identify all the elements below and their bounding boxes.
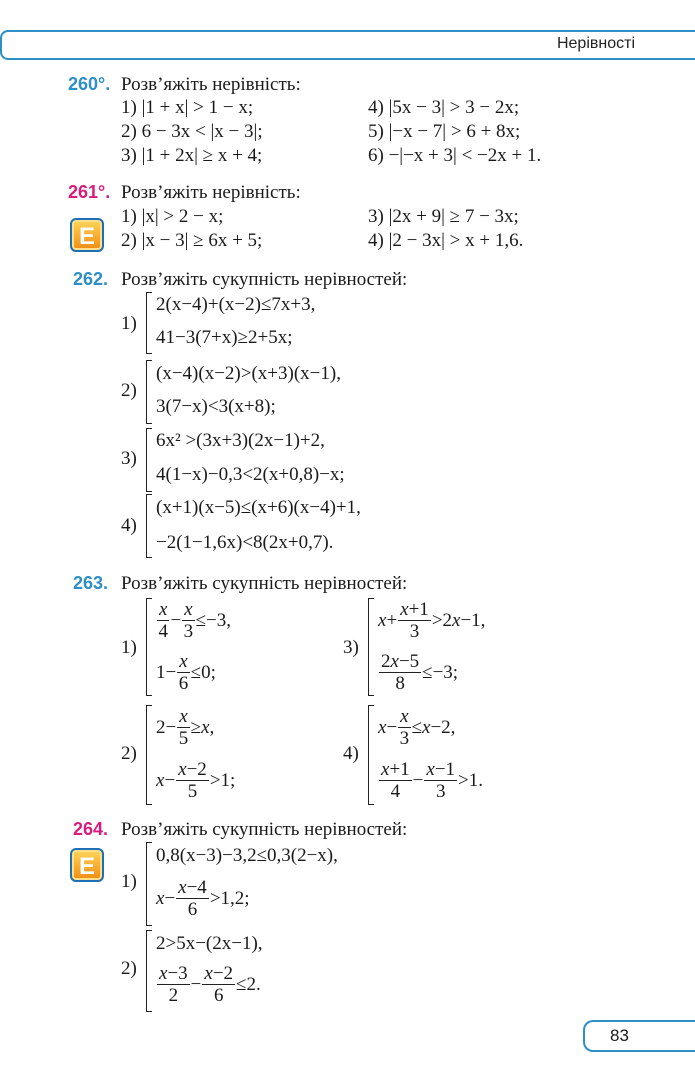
task-260-item: 4) |5x − 3| > 3 − 2x; [368,97,520,118]
system-label: 2) [121,958,137,979]
system-label: 1) [121,871,137,892]
system-line: $\frac{x+1}{4}$ − $\frac{x-1}{3}$ >1. [381,759,483,802]
system-line: x− $\frac{x-4}{6}$ >1,2; [156,877,250,920]
system-label: 3) [121,448,137,469]
e-badge-icon: E [70,848,104,882]
system-line: (x+1)(x−5)≤(x+6)(x−4)+1, [156,497,361,518]
system-line: 6x² >(3x+3)(2x−1)+2, [156,430,325,451]
bracket [146,842,152,926]
system-line: $\frac{x}{4}$ − $\frac{x}{3}$ ≤−3, [158,599,231,642]
system-line: 2(x−4)+(x−2)≤7x+3, [156,294,316,315]
task-261-item: 3) |2x + 9| ≥ 7 − 3x; [368,206,519,227]
task-number-262: 262. [73,269,109,289]
bracket [146,292,152,354]
system-line: 1− $\frac{x}{6}$ ≤0; [156,651,216,694]
system-line: 0,8(x−3)−3,2≤0,3(2−x), [156,845,338,866]
bracket [146,494,152,558]
page-title: Нерівності [556,35,635,52]
system-line: −2(1−1,6x)<8(2x+0,7). [156,532,334,553]
bracket [146,598,152,696]
system-line: x− $\frac{x}{3}$ ≤x−2, [378,706,456,749]
task-text-261: Розв’яжіть нерівність: [121,182,301,203]
task-text-260: Розв’яжіть нерівність: [121,74,301,95]
task-261-item: 1) |x| > 2 − x; [121,206,224,227]
system-line: x− $\frac{x-2}{5}$ >1; [156,759,236,802]
task-260-item: 2) 6 − 3x < |x − 3|; [121,121,263,142]
system-line: 4(1−x)−0,3<2(x+0,8)−x; [156,464,345,485]
system-label: 4) [121,515,137,536]
system-label: 3) [343,637,359,658]
bracket [146,428,152,492]
task-text-264: Розв’яжіть сукупність нерівностей: [121,819,408,840]
bracket [146,930,152,1012]
task-number-264: 264. [73,819,109,839]
task-261-item: 4) |2 − 3x| > x + 1,6. [368,230,524,251]
task-261-item: 2) |x − 3| ≥ 6x + 5; [121,230,263,251]
bracket [146,360,152,424]
system-label: 1) [121,637,137,658]
system-line: 2>5x−(2x−1), [156,933,263,954]
system-line: 2− $\frac{x}{5}$ ≥x, [156,706,215,749]
task-number-263: 263. [73,573,109,593]
task-number-261: 261°. [68,182,111,202]
bracket [146,705,152,805]
system-line: x+ $\frac{x+1}{3}$ >2x−1, [378,599,486,642]
system-label: 2) [121,380,137,401]
task-260-item: 6) −|−x + 3| < −2x + 1. [368,145,542,166]
system-label: 4) [343,743,359,764]
page-number-box [583,1020,695,1052]
task-260-item: 5) |−x − 7| > 6 + 8x; [368,121,521,142]
task-260-item: 1) |1 + x| > 1 − x; [121,97,254,118]
bracket [368,705,374,805]
task-text-263: Розв’яжіть сукупність нерівностей: [121,573,408,594]
system-line: $\frac{2x-5}{8}$ ≤−3; [381,651,459,694]
system-line: $\frac{x-3}{2}$ − $\frac{x-2}{6}$ ≤2. [159,963,261,1006]
system-line: 41−3(7+x)≥2+5x; [156,327,293,348]
bracket [368,598,374,696]
task-number-260: 260°. [68,74,111,94]
system-label: 1) [121,313,137,334]
system-label: 2) [121,743,137,764]
page-number: 83 [610,1026,629,1045]
e-badge-icon: E [70,218,104,252]
task-260-item: 3) |1 + 2x| ≥ x + 4; [121,145,263,166]
system-line: 3(7−x)<3(x+8); [156,396,276,417]
system-line: (x−4)(x−2)>(x+3)(x−1), [156,363,341,384]
task-text-262: Розв’яжіть сукупність нерівностей: [121,269,408,290]
